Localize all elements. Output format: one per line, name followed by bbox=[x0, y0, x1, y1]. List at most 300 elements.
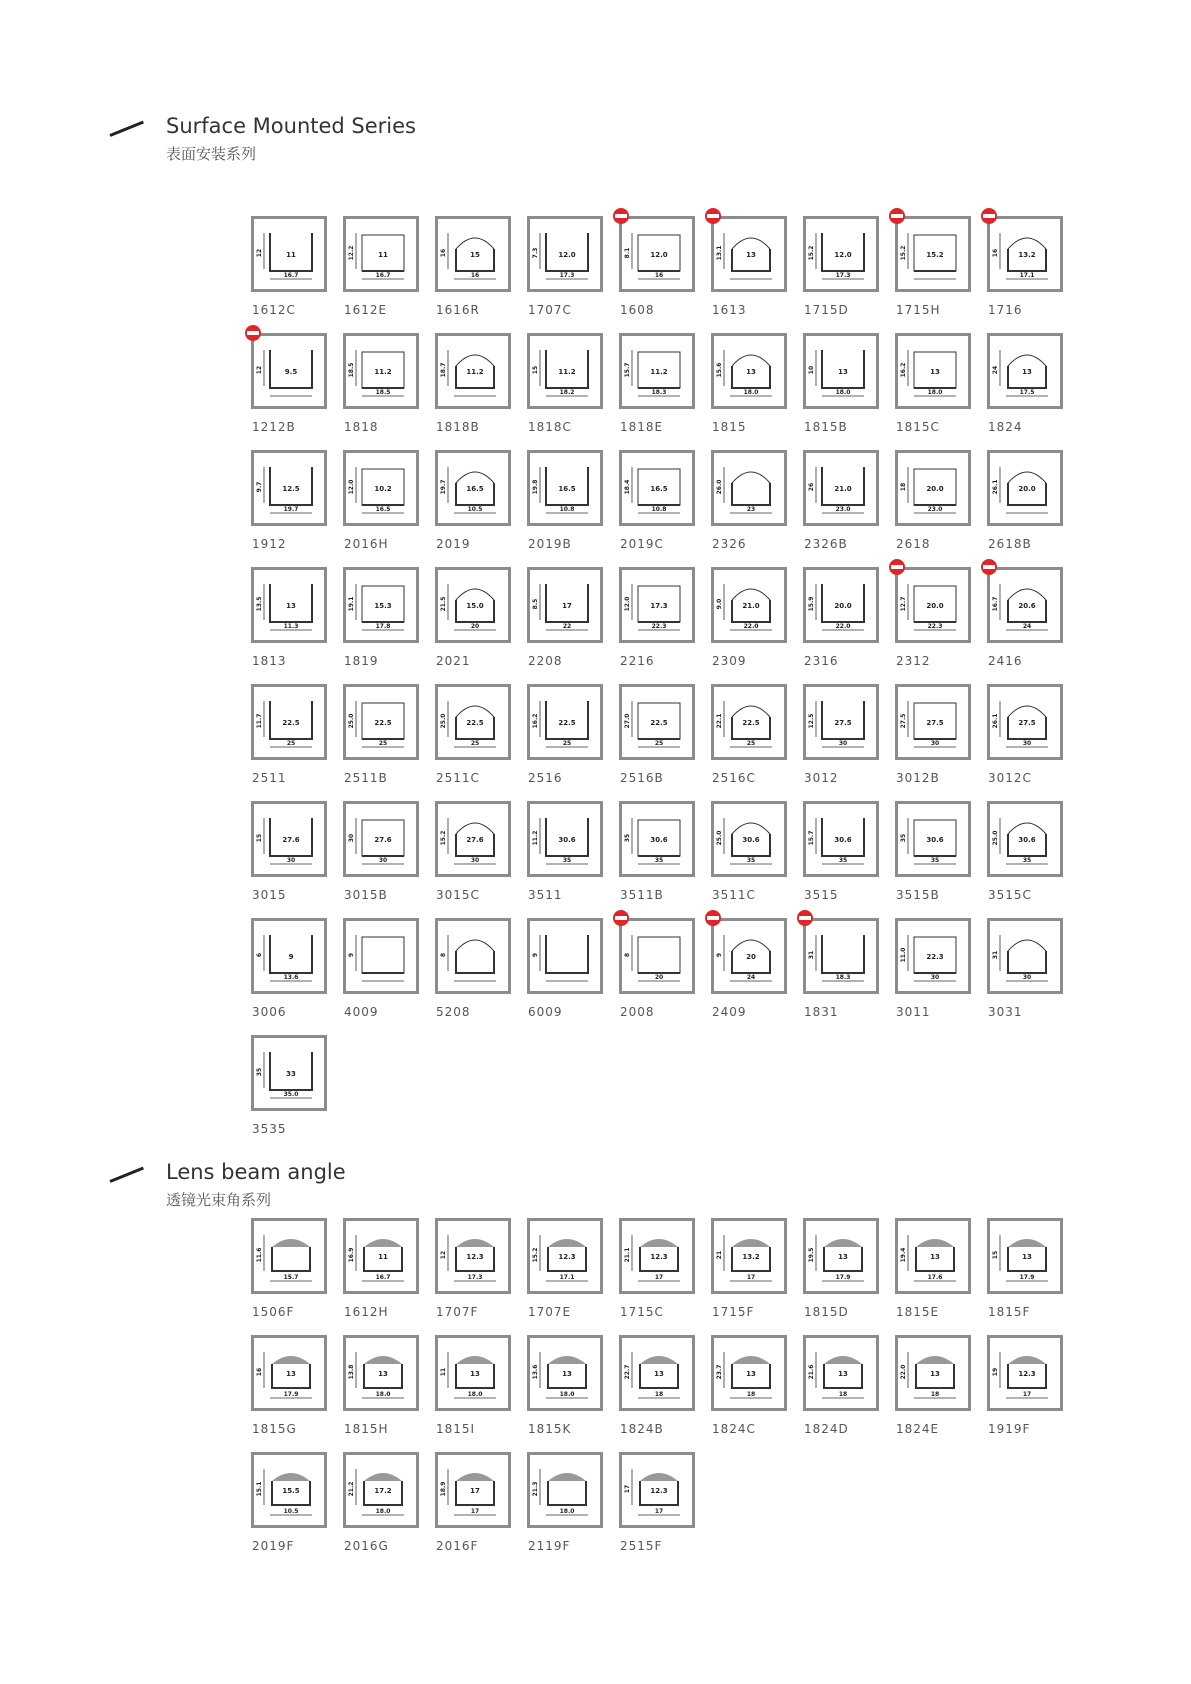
profile-item[interactable] bbox=[251, 918, 327, 1023]
profile-thumbnail[interactable] bbox=[527, 684, 603, 760]
profile-item[interactable] bbox=[619, 333, 695, 438]
profile-thumbnail[interactable] bbox=[619, 333, 695, 409]
height-label: 15.6 bbox=[716, 362, 723, 378]
profile-thumbnail[interactable] bbox=[711, 450, 787, 526]
profile-thumbnail[interactable] bbox=[895, 684, 971, 760]
profile-item[interactable] bbox=[251, 1335, 327, 1440]
outer-width-label: 35 bbox=[838, 857, 848, 864]
profile-item[interactable] bbox=[895, 801, 971, 906]
profile-item[interactable] bbox=[435, 1452, 511, 1557]
profile-item[interactable] bbox=[711, 567, 787, 672]
profile-item[interactable] bbox=[711, 1335, 787, 1440]
profile-item[interactable] bbox=[527, 918, 603, 1023]
inner-width-label: 16.5 bbox=[558, 485, 576, 493]
profile-item[interactable] bbox=[987, 216, 1063, 321]
profile-thumbnail[interactable] bbox=[895, 1218, 971, 1294]
profile-item[interactable] bbox=[895, 567, 971, 672]
profile-drawing-svg bbox=[806, 453, 876, 523]
profile-drawing-svg bbox=[898, 336, 968, 406]
height-label: 18.9 bbox=[440, 1481, 447, 1497]
profile-thumbnail[interactable] bbox=[895, 450, 971, 526]
profile-item[interactable] bbox=[895, 684, 971, 789]
profile-drawing-svg bbox=[714, 219, 784, 289]
section-title: Surface Mounted Series bbox=[166, 114, 417, 138]
profile-thumbnail[interactable] bbox=[803, 450, 879, 526]
profile-thumbnail[interactable] bbox=[343, 1452, 419, 1528]
profile-item[interactable] bbox=[527, 450, 603, 555]
profile-item[interactable] bbox=[527, 567, 603, 672]
profile-thumbnail[interactable] bbox=[803, 216, 879, 292]
profile-drawing bbox=[532, 1352, 588, 1398]
profile-drawing-svg bbox=[714, 1221, 784, 1291]
profile-thumbnail[interactable] bbox=[711, 333, 787, 409]
profile-thumbnail[interactable] bbox=[895, 918, 971, 994]
profile-drawing-svg bbox=[990, 1338, 1060, 1408]
profile-thumbnail[interactable] bbox=[527, 1218, 603, 1294]
profile-thumbnail[interactable] bbox=[251, 801, 327, 877]
profile-thumbnail[interactable] bbox=[251, 1452, 327, 1528]
profile-thumbnail[interactable] bbox=[435, 567, 511, 643]
profile-item[interactable] bbox=[803, 216, 879, 321]
profile-thumbnail[interactable] bbox=[251, 567, 327, 643]
profile-item[interactable] bbox=[251, 567, 327, 672]
profile-item[interactable] bbox=[619, 684, 695, 789]
profile-item[interactable] bbox=[895, 918, 971, 1023]
profile-thumbnail[interactable] bbox=[435, 216, 511, 292]
profile-code-label: 3535 bbox=[252, 1122, 287, 1136]
profile-item[interactable] bbox=[435, 567, 511, 672]
profile-thumbnail[interactable] bbox=[619, 216, 695, 292]
profile-item[interactable] bbox=[527, 684, 603, 789]
height-label: 15.9 bbox=[808, 596, 815, 612]
profile-thumbnail[interactable] bbox=[711, 918, 787, 994]
height-label: 35 bbox=[900, 833, 907, 843]
profile-code-label: 2019C bbox=[620, 537, 664, 551]
profile-thumbnail[interactable] bbox=[527, 801, 603, 877]
profile-item[interactable] bbox=[343, 216, 419, 321]
outer-width-label: 17.9 bbox=[1019, 1274, 1035, 1281]
profile-item[interactable] bbox=[527, 801, 603, 906]
profile-drawing bbox=[532, 701, 588, 747]
profile-item[interactable] bbox=[987, 918, 1063, 1023]
profile-item[interactable] bbox=[987, 684, 1063, 789]
profile-thumbnail[interactable] bbox=[987, 918, 1063, 994]
profile-item[interactable] bbox=[987, 1218, 1063, 1323]
profile-thumbnail[interactable] bbox=[251, 1218, 327, 1294]
profile-item[interactable] bbox=[435, 450, 511, 555]
profile-thumbnail[interactable] bbox=[343, 918, 419, 994]
profile-thumbnail[interactable] bbox=[251, 450, 327, 526]
profile-item[interactable] bbox=[895, 1335, 971, 1440]
profile-code-label: 1813 bbox=[252, 654, 287, 668]
profile-thumbnail[interactable] bbox=[803, 1335, 879, 1411]
profile-drawing bbox=[624, 350, 680, 396]
profile-item[interactable] bbox=[987, 567, 1063, 672]
profile-thumbnail[interactable] bbox=[711, 216, 787, 292]
profile-item[interactable] bbox=[619, 1218, 695, 1323]
new-ribbon-icon bbox=[611, 908, 631, 928]
profile-drawing bbox=[440, 467, 496, 513]
profile-item[interactable] bbox=[343, 918, 419, 1023]
profile-thumbnail[interactable] bbox=[987, 216, 1063, 292]
profile-drawing-svg bbox=[898, 921, 968, 991]
profile-item[interactable] bbox=[527, 1452, 603, 1557]
profile-thumbnail[interactable] bbox=[987, 1335, 1063, 1411]
profile-thumbnail[interactable] bbox=[527, 918, 603, 994]
profile-item[interactable] bbox=[619, 1452, 695, 1557]
outer-width-label: 22.0 bbox=[743, 623, 759, 630]
new-ribbon-icon bbox=[703, 206, 723, 226]
profile-item[interactable] bbox=[619, 801, 695, 906]
height-label: 35 bbox=[624, 833, 631, 843]
profile-drawing-svg bbox=[346, 921, 416, 991]
height-label: 19.5 bbox=[808, 1247, 815, 1263]
profile-thumbnail[interactable] bbox=[435, 1218, 511, 1294]
outer-width-label: 10.8 bbox=[651, 506, 667, 513]
profile-drawing-svg bbox=[530, 336, 600, 406]
profile-item[interactable] bbox=[711, 216, 787, 321]
profile-thumbnail[interactable] bbox=[251, 1035, 327, 1111]
profile-thumbnail[interactable] bbox=[527, 1335, 603, 1411]
profile-thumbnail[interactable] bbox=[987, 1218, 1063, 1294]
profile-thumbnail[interactable] bbox=[895, 216, 971, 292]
outer-width-label: 19.7 bbox=[283, 506, 299, 513]
profile-thumbnail[interactable] bbox=[987, 801, 1063, 877]
profile-thumbnail[interactable] bbox=[711, 1218, 787, 1294]
profile-item[interactable] bbox=[343, 333, 419, 438]
profile-item[interactable] bbox=[619, 216, 695, 321]
outer-width-label: 35 bbox=[654, 857, 664, 864]
profile-drawing bbox=[992, 467, 1048, 513]
profile-thumbnail[interactable] bbox=[987, 684, 1063, 760]
profile-drawing-svg bbox=[438, 1221, 508, 1291]
profile-item[interactable] bbox=[987, 450, 1063, 555]
profile-drawing bbox=[900, 818, 956, 864]
profile-thumbnail[interactable] bbox=[895, 567, 971, 643]
profile-code-label: 3511B bbox=[620, 888, 664, 902]
profile-thumbnail[interactable] bbox=[895, 801, 971, 877]
inner-width-label: 13 bbox=[930, 1370, 940, 1378]
profile-thumbnail[interactable] bbox=[343, 1335, 419, 1411]
profile-item[interactable] bbox=[343, 567, 419, 672]
profile-item[interactable] bbox=[527, 216, 603, 321]
inner-width-label: 17 bbox=[562, 602, 572, 610]
profile-item[interactable] bbox=[435, 801, 511, 906]
profile-thumbnail[interactable] bbox=[251, 216, 327, 292]
profile-thumbnail[interactable] bbox=[803, 684, 879, 760]
inner-width-label: 22.5 bbox=[558, 719, 576, 727]
height-label: 12 bbox=[256, 248, 263, 258]
outer-width-label: 16 bbox=[470, 272, 480, 279]
profile-item[interactable] bbox=[711, 918, 787, 1023]
profile-drawing bbox=[624, 1235, 680, 1281]
new-ribbon-icon bbox=[979, 557, 999, 577]
profile-code-label: 1612E bbox=[344, 303, 388, 317]
inner-width-label: 13 bbox=[470, 1370, 480, 1378]
profile-drawing-svg bbox=[622, 219, 692, 289]
profile-drawing bbox=[716, 701, 772, 747]
height-label: 16.2 bbox=[900, 362, 907, 378]
profile-item[interactable] bbox=[895, 1218, 971, 1323]
profile-drawing-svg bbox=[806, 804, 876, 874]
inner-width-label: 11.2 bbox=[466, 368, 484, 376]
profile-code-label: 2316 bbox=[804, 654, 839, 668]
profile-item[interactable] bbox=[711, 333, 787, 438]
profile-item[interactable] bbox=[619, 450, 695, 555]
profile-item[interactable] bbox=[251, 333, 327, 438]
profile-thumbnail[interactable] bbox=[343, 450, 419, 526]
inner-width-label: 12.3 bbox=[1018, 1370, 1036, 1378]
profile-code-label: 1815I bbox=[436, 1422, 476, 1436]
profile-item[interactable] bbox=[895, 216, 971, 321]
profile-thumbnail[interactable] bbox=[527, 567, 603, 643]
profile-item[interactable] bbox=[711, 801, 787, 906]
profile-thumbnail[interactable] bbox=[435, 1452, 511, 1528]
height-label: 23.7 bbox=[716, 1364, 723, 1380]
profile-item[interactable] bbox=[343, 684, 419, 789]
profile-item[interactable] bbox=[803, 333, 879, 438]
profile-thumbnail[interactable] bbox=[987, 333, 1063, 409]
profile-item[interactable] bbox=[435, 1335, 511, 1440]
profile-code-label: 1715H bbox=[896, 303, 941, 317]
profile-code-label: 1608 bbox=[620, 303, 655, 317]
profile-item[interactable] bbox=[435, 216, 511, 321]
profile-code-label: 1212B bbox=[252, 420, 296, 434]
profile-item[interactable] bbox=[803, 801, 879, 906]
profile-code-label: 3015B bbox=[344, 888, 388, 902]
profile-thumbnail[interactable] bbox=[343, 1218, 419, 1294]
profile-code-label: 1831 bbox=[804, 1005, 839, 1019]
profile-drawing bbox=[716, 584, 772, 630]
profile-item[interactable] bbox=[527, 1335, 603, 1440]
profile-drawing-svg bbox=[622, 1455, 692, 1525]
height-label: 25.0 bbox=[716, 830, 723, 846]
profile-code-label: 1824 bbox=[988, 420, 1023, 434]
height-label: 18 bbox=[900, 482, 907, 492]
profile-drawing-svg bbox=[806, 687, 876, 757]
profile-item[interactable] bbox=[895, 450, 971, 555]
height-label: 22.0 bbox=[900, 1364, 907, 1380]
outer-width-label: 25 bbox=[286, 740, 296, 747]
profile-item[interactable] bbox=[711, 1218, 787, 1323]
profile-item[interactable] bbox=[803, 684, 879, 789]
profile-drawing bbox=[256, 584, 312, 630]
profile-drawing-svg bbox=[714, 804, 784, 874]
profile-thumbnail[interactable] bbox=[711, 801, 787, 877]
inner-width-label: 22.5 bbox=[742, 719, 760, 727]
profile-drawing-svg bbox=[530, 570, 600, 640]
profile-item[interactable] bbox=[251, 1035, 327, 1140]
profile-drawing-svg bbox=[990, 1221, 1060, 1291]
profile-item[interactable] bbox=[343, 1335, 419, 1440]
profile-thumbnail[interactable] bbox=[895, 333, 971, 409]
profile-code-label: 1815 bbox=[712, 420, 747, 434]
profile-thumbnail[interactable] bbox=[711, 1335, 787, 1411]
profile-thumbnail[interactable] bbox=[619, 684, 695, 760]
profile-drawing bbox=[256, 1352, 312, 1398]
profile-item[interactable] bbox=[343, 801, 419, 906]
profile-thumbnail[interactable] bbox=[619, 1335, 695, 1411]
inner-width-label: 30.6 bbox=[834, 836, 852, 844]
profile-thumbnail[interactable] bbox=[711, 567, 787, 643]
profile-drawing-svg bbox=[622, 921, 692, 991]
height-label: 16 bbox=[440, 248, 447, 258]
profile-thumbnail[interactable] bbox=[435, 801, 511, 877]
profile-item[interactable] bbox=[711, 684, 787, 789]
outer-width-label: 13.6 bbox=[283, 974, 299, 981]
profile-code-label: 2208 bbox=[528, 654, 563, 668]
profile-thumbnail[interactable] bbox=[343, 801, 419, 877]
profile-thumbnail[interactable] bbox=[619, 1452, 695, 1528]
profile-code-label: 2516C bbox=[712, 771, 756, 785]
profile-code-label: 2618B bbox=[988, 537, 1032, 551]
profile-thumbnail[interactable] bbox=[527, 450, 603, 526]
profile-thumbnail[interactable] bbox=[435, 333, 511, 409]
inner-width-label: 21.0 bbox=[742, 602, 760, 610]
profile-drawing bbox=[808, 818, 864, 864]
profile-item[interactable] bbox=[895, 333, 971, 438]
profile-drawing bbox=[440, 701, 496, 747]
inner-width-label: 20.6 bbox=[1018, 602, 1036, 610]
profile-thumbnail[interactable] bbox=[987, 450, 1063, 526]
profile-item[interactable] bbox=[527, 1218, 603, 1323]
profile-drawing bbox=[532, 1235, 588, 1281]
profile-item[interactable] bbox=[343, 450, 419, 555]
profile-item[interactable] bbox=[435, 918, 511, 1023]
profile-code-label: 1815F bbox=[988, 1305, 1031, 1319]
inner-width-label: 22.5 bbox=[466, 719, 484, 727]
profile-item[interactable] bbox=[803, 450, 879, 555]
profile-code-label: 3515C bbox=[988, 888, 1032, 902]
profile-item[interactable] bbox=[435, 1218, 511, 1323]
inner-width-label: 15.3 bbox=[374, 602, 392, 610]
inner-width-label: 17 bbox=[470, 1487, 480, 1495]
profile-thumbnail[interactable] bbox=[251, 1335, 327, 1411]
profile-item[interactable] bbox=[251, 450, 327, 555]
profile-item[interactable] bbox=[987, 333, 1063, 438]
profile-thumbnail[interactable] bbox=[527, 216, 603, 292]
outer-width-label: 35 bbox=[930, 857, 940, 864]
profile-thumbnail[interactable] bbox=[619, 918, 695, 994]
height-label: 12.2 bbox=[348, 245, 355, 261]
profile-drawing bbox=[992, 701, 1048, 747]
profile-item[interactable] bbox=[251, 684, 327, 789]
profile-thumbnail[interactable] bbox=[527, 1452, 603, 1528]
outer-width-label: 16.5 bbox=[375, 506, 391, 513]
profile-item[interactable] bbox=[803, 918, 879, 1023]
profile-item[interactable] bbox=[711, 450, 787, 555]
profile-item[interactable] bbox=[803, 1218, 879, 1323]
profile-thumbnail[interactable] bbox=[435, 1335, 511, 1411]
profile-item[interactable] bbox=[251, 1218, 327, 1323]
inner-width-label: 30.6 bbox=[742, 836, 760, 844]
profile-code-label: 3011 bbox=[896, 1005, 931, 1019]
profile-item[interactable] bbox=[987, 801, 1063, 906]
profile-item[interactable] bbox=[803, 1335, 879, 1440]
profile-drawing bbox=[808, 584, 864, 630]
outer-width-label: 22.0 bbox=[835, 623, 851, 630]
profile-item[interactable] bbox=[619, 567, 695, 672]
profile-thumbnail[interactable] bbox=[803, 1218, 879, 1294]
profile-item[interactable] bbox=[343, 1218, 419, 1323]
height-label: 12.0 bbox=[624, 596, 631, 612]
profile-item[interactable] bbox=[251, 1452, 327, 1557]
profile-thumbnail[interactable] bbox=[251, 333, 327, 409]
profile-drawing bbox=[440, 584, 496, 630]
outer-width-label: 18 bbox=[746, 1391, 756, 1398]
profile-thumbnail[interactable] bbox=[343, 684, 419, 760]
inner-width-label: 11.2 bbox=[650, 368, 668, 376]
profile-code-label: 2515F bbox=[620, 1539, 663, 1553]
profile-code-label: 1818B bbox=[436, 420, 480, 434]
profile-thumbnail[interactable] bbox=[343, 567, 419, 643]
profile-thumbnail[interactable] bbox=[711, 684, 787, 760]
profile-thumbnail[interactable] bbox=[435, 918, 511, 994]
profile-code-label: 1715D bbox=[804, 303, 849, 317]
profile-item[interactable] bbox=[435, 684, 511, 789]
profile-code-label: 2019 bbox=[436, 537, 471, 551]
profile-thumbnail[interactable] bbox=[619, 1218, 695, 1294]
profile-item[interactable] bbox=[803, 567, 879, 672]
profile-item[interactable] bbox=[619, 918, 695, 1023]
profile-thumbnail[interactable] bbox=[435, 684, 511, 760]
height-label: 21.6 bbox=[808, 1364, 815, 1380]
profile-drawing-svg bbox=[714, 1338, 784, 1408]
profile-item[interactable] bbox=[251, 216, 327, 321]
profile-thumbnail[interactable] bbox=[895, 1335, 971, 1411]
profile-item[interactable] bbox=[251, 801, 327, 906]
profile-drawing-svg bbox=[346, 1455, 416, 1525]
profile-thumbnail[interactable] bbox=[987, 567, 1063, 643]
profile-thumbnail[interactable] bbox=[343, 333, 419, 409]
profile-thumbnail[interactable] bbox=[251, 918, 327, 994]
profile-thumbnail[interactable] bbox=[343, 216, 419, 292]
profile-drawing-svg bbox=[438, 219, 508, 289]
profile-thumbnail[interactable] bbox=[619, 567, 695, 643]
inner-width-label: 30.6 bbox=[1018, 836, 1036, 844]
profile-item[interactable] bbox=[987, 1335, 1063, 1440]
height-label: 25.0 bbox=[348, 713, 355, 729]
height-label: 16.7 bbox=[992, 596, 999, 612]
profile-item[interactable] bbox=[527, 333, 603, 438]
profile-item[interactable] bbox=[343, 1452, 419, 1557]
profile-drawing-svg bbox=[254, 921, 324, 991]
profile-drawing bbox=[808, 467, 864, 513]
profile-drawing bbox=[624, 935, 680, 981]
height-label: 12 bbox=[440, 1250, 447, 1260]
profile-thumbnail[interactable] bbox=[803, 567, 879, 643]
height-label: 16 bbox=[256, 1367, 263, 1377]
profile-item[interactable] bbox=[435, 333, 511, 438]
outer-width-label: 17.3 bbox=[559, 272, 575, 279]
profile-thumbnail[interactable] bbox=[527, 333, 603, 409]
new-ribbon-icon bbox=[979, 206, 999, 226]
profile-code-label: 1815G bbox=[252, 1422, 297, 1436]
profile-thumbnail[interactable] bbox=[435, 450, 511, 526]
outer-width-label: 18.3 bbox=[651, 389, 667, 396]
profile-thumbnail[interactable] bbox=[619, 801, 695, 877]
inner-width-label: 13 bbox=[286, 602, 296, 610]
profile-drawing-svg bbox=[990, 570, 1060, 640]
profile-thumbnail[interactable] bbox=[803, 333, 879, 409]
profile-thumbnail[interactable] bbox=[803, 801, 879, 877]
profile-item[interactable] bbox=[619, 1335, 695, 1440]
profile-thumbnail[interactable] bbox=[251, 684, 327, 760]
profile-drawing-svg bbox=[898, 1338, 968, 1408]
profile-thumbnail[interactable] bbox=[619, 450, 695, 526]
section-subtitle: 透镜光束角系列 bbox=[166, 1191, 272, 1209]
profile-thumbnail[interactable] bbox=[803, 918, 879, 994]
